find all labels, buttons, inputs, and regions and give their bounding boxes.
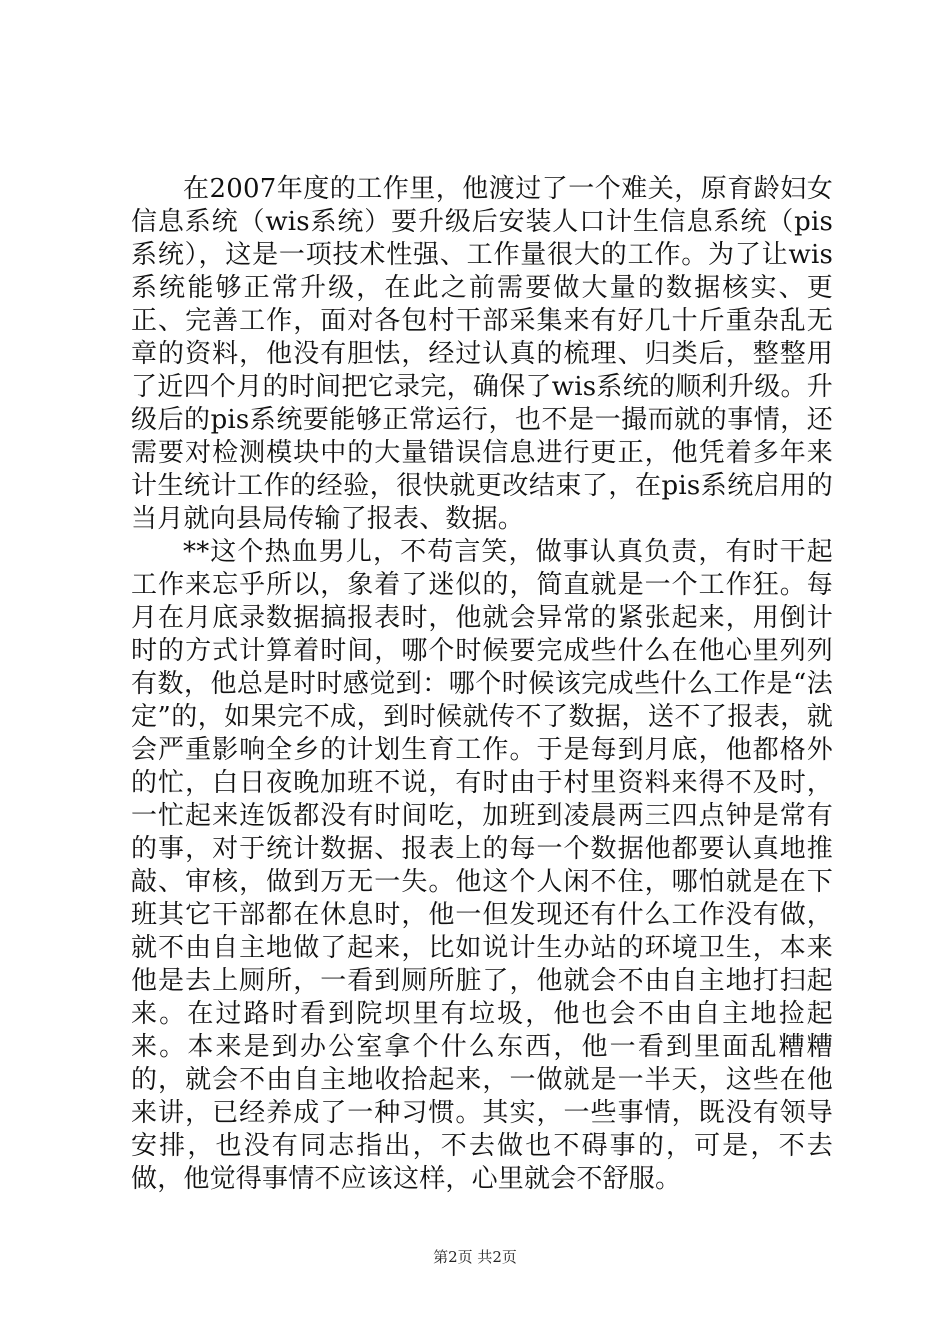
paragraph-2: **这个热血男儿，不苟言笑，做事认真负责，有时干起工作来忘乎所以，象着了迷似的，简直就是一个工作狂。每月在月底录数据搞报表时，他就会异常的紧张起来，用倒计时的方式计算着时间，哪个时候要完成些什么在他心里列列有数，他总是时时感觉到：哪个时候该完成些什么工作是“法定”的，如果完不成，到时候就传不了数据，送不了报表，就会严重影响全乡的计划生育工作。于是每到月底，他都格外的忙，白日夜晚加班不说，有时由于村里资料来得不及时，一忙起来连饭都没有时间吃，加班到凌晨两三四点钟是常有的事，对于统计数据、报表上的每一个数据他都要认真地推敲、审核，做到万无一失。他这个人闲不住，哪怕就是在下班其它干部都在休息时，他一但发现还有什么工作没有做，就不由自主地做了起来，比如说计生办站的环境卫生，本来他是去上厕所，一看到厕所脏了，他就会不由自主地打扫起来。在过路时看到院坝里有垃圾，他也会不由自主地捡起来。本来是到办公室拿个什么东西，他一看到里面乱糟糟的，就会不由自主地收拾起来，一做就是一半天，这些在他来讲，已经养成了一种习惯。其实，一些事情，既没有领导安排，也没有同志指出，不去做也不碍事的，可是，不去做，他觉得事情不应该这样，心里就会不舒服。 [131, 537, 833, 1194]
body-text [131, 173, 833, 1196]
paragraph-1: 在2007年度的工作里，他渡过了一个难关，原育龄妇女信息系统（wis系统）要升级后安装人口计生信息系统（pis系统），这是一项技术性强、工作量很大的工作。为了让wis系统能够正常升级，在此之前需要做大量的数据核实、更正、完善工作，面对各包村干部采集来有好几十斤重杂乱无章的资料，他没有胆怯，经过认真的梳理、归类后，整整用了近四个月的时间把它录完，确保了wis系统的顺利升级。升级后的pis系统要能够正常运行，也不是一撮而就的事情，还需要对检测模块中的大量错误信息进行更正，他凭着多年来计生统计工作的经验，很快就更改结束了，在pis系统启用的当月就向县局传输了报表、数据。 [131, 174, 833, 534]
page-footer: 第2页 共2页 [433, 1248, 517, 1266]
